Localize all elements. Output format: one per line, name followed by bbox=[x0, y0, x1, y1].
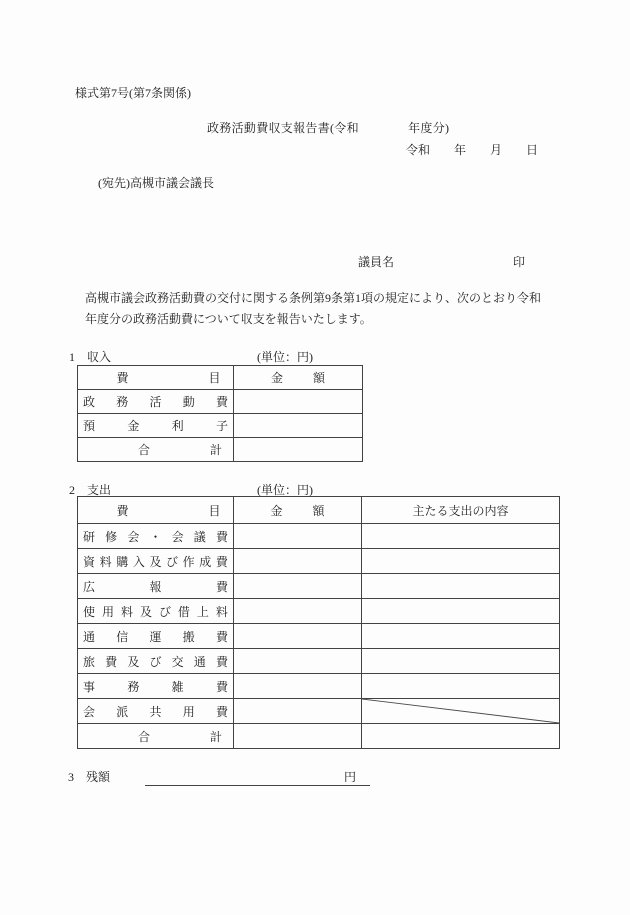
balance-fill-line bbox=[145, 769, 370, 786]
expense-amount-1 bbox=[234, 548, 362, 573]
expense-section-label: 2 支出 bbox=[69, 483, 112, 497]
expense-detail-4 bbox=[362, 623, 559, 648]
expense-item-4: 通 信 運 搬 費 bbox=[78, 623, 234, 648]
income-amount-1 bbox=[234, 413, 362, 437]
expense-amount-4 bbox=[234, 623, 362, 648]
expense-col-detail-header: 主たる支出の内容 bbox=[412, 503, 509, 518]
form-number: 様式第7号(第7条関係) bbox=[75, 86, 191, 100]
expense-item-3: 使 用 料 及 び 借 上 料 bbox=[78, 598, 234, 623]
balance-unit-suffix: 円 bbox=[343, 770, 356, 784]
expense-item-0: 研 修 会 ・ 会 議 費 bbox=[78, 523, 234, 548]
income-total-amount bbox=[234, 437, 362, 461]
expense-col-item-header: 費 目 bbox=[78, 497, 234, 523]
document-title: 政務活動費収支報告書(令和 年度分) bbox=[207, 121, 450, 135]
declaration-line-2: 年度分の政務活動費について収支を報告いたします。 bbox=[85, 312, 372, 326]
member-name-label: 議員名 bbox=[358, 255, 395, 269]
expense-amount-3 bbox=[234, 598, 362, 623]
income-section-label: 1 収入 bbox=[69, 350, 112, 364]
expense-detail-0 bbox=[362, 523, 559, 548]
diagonal-strike-line bbox=[362, 699, 559, 723]
income-table bbox=[77, 365, 363, 462]
expense-total-amount bbox=[234, 723, 362, 748]
income-unit-label: (単位：円) bbox=[257, 350, 313, 364]
expense-item-5: 旅 費 及 び 交 通 費 bbox=[78, 648, 234, 673]
income-amount-0 bbox=[234, 389, 362, 413]
income-total-label: 合 計 bbox=[78, 437, 234, 461]
income-col-item-header: 費 目 bbox=[78, 366, 234, 389]
balance-section-label: 3 残額 bbox=[68, 770, 111, 784]
expense-item-2: 広 報 費 bbox=[78, 573, 234, 598]
expense-detail-6 bbox=[362, 673, 559, 698]
expense-table bbox=[77, 496, 560, 749]
expense-col-amount-header: 金 額 bbox=[234, 497, 362, 523]
seal-label: 印 bbox=[513, 255, 526, 269]
income-col-amount-header: 金 額 bbox=[270, 371, 326, 385]
expense-item-1: 資 料 購 入 及 び 作 成 費 bbox=[78, 548, 234, 573]
expense-unit-label: (単位：円) bbox=[257, 483, 313, 497]
expense-detail-2 bbox=[362, 573, 559, 598]
expense-amount-6 bbox=[234, 673, 362, 698]
expense-detail-7-diagonal bbox=[362, 698, 559, 723]
expense-amount-7 bbox=[234, 698, 362, 723]
expense-detail-3 bbox=[362, 598, 559, 623]
expense-item-7: 会 派 共 用 費 bbox=[78, 698, 234, 723]
expense-amount-0 bbox=[234, 523, 362, 548]
income-item-1: 預 金 利 子 bbox=[78, 413, 234, 437]
expense-detail-5 bbox=[362, 648, 559, 673]
declaration-line-1: 高槻市議会政務活動費の交付に関する条例第9条第1項の規定により、次のとおり令和 bbox=[85, 291, 542, 305]
expense-detail-1 bbox=[362, 548, 559, 573]
expense-total-detail bbox=[362, 723, 559, 748]
date-line: 令和 年 月 日 bbox=[406, 143, 539, 157]
income-item-0: 政 務 活 動 費 bbox=[78, 389, 234, 413]
expense-total-label: 合 計 bbox=[78, 723, 234, 748]
expense-amount-5 bbox=[234, 648, 362, 673]
expense-item-6: 事 務 雑 費 bbox=[78, 673, 234, 698]
recipient-line: (宛先)高槻市議会議長 bbox=[98, 176, 214, 190]
expense-amount-2 bbox=[234, 573, 362, 598]
